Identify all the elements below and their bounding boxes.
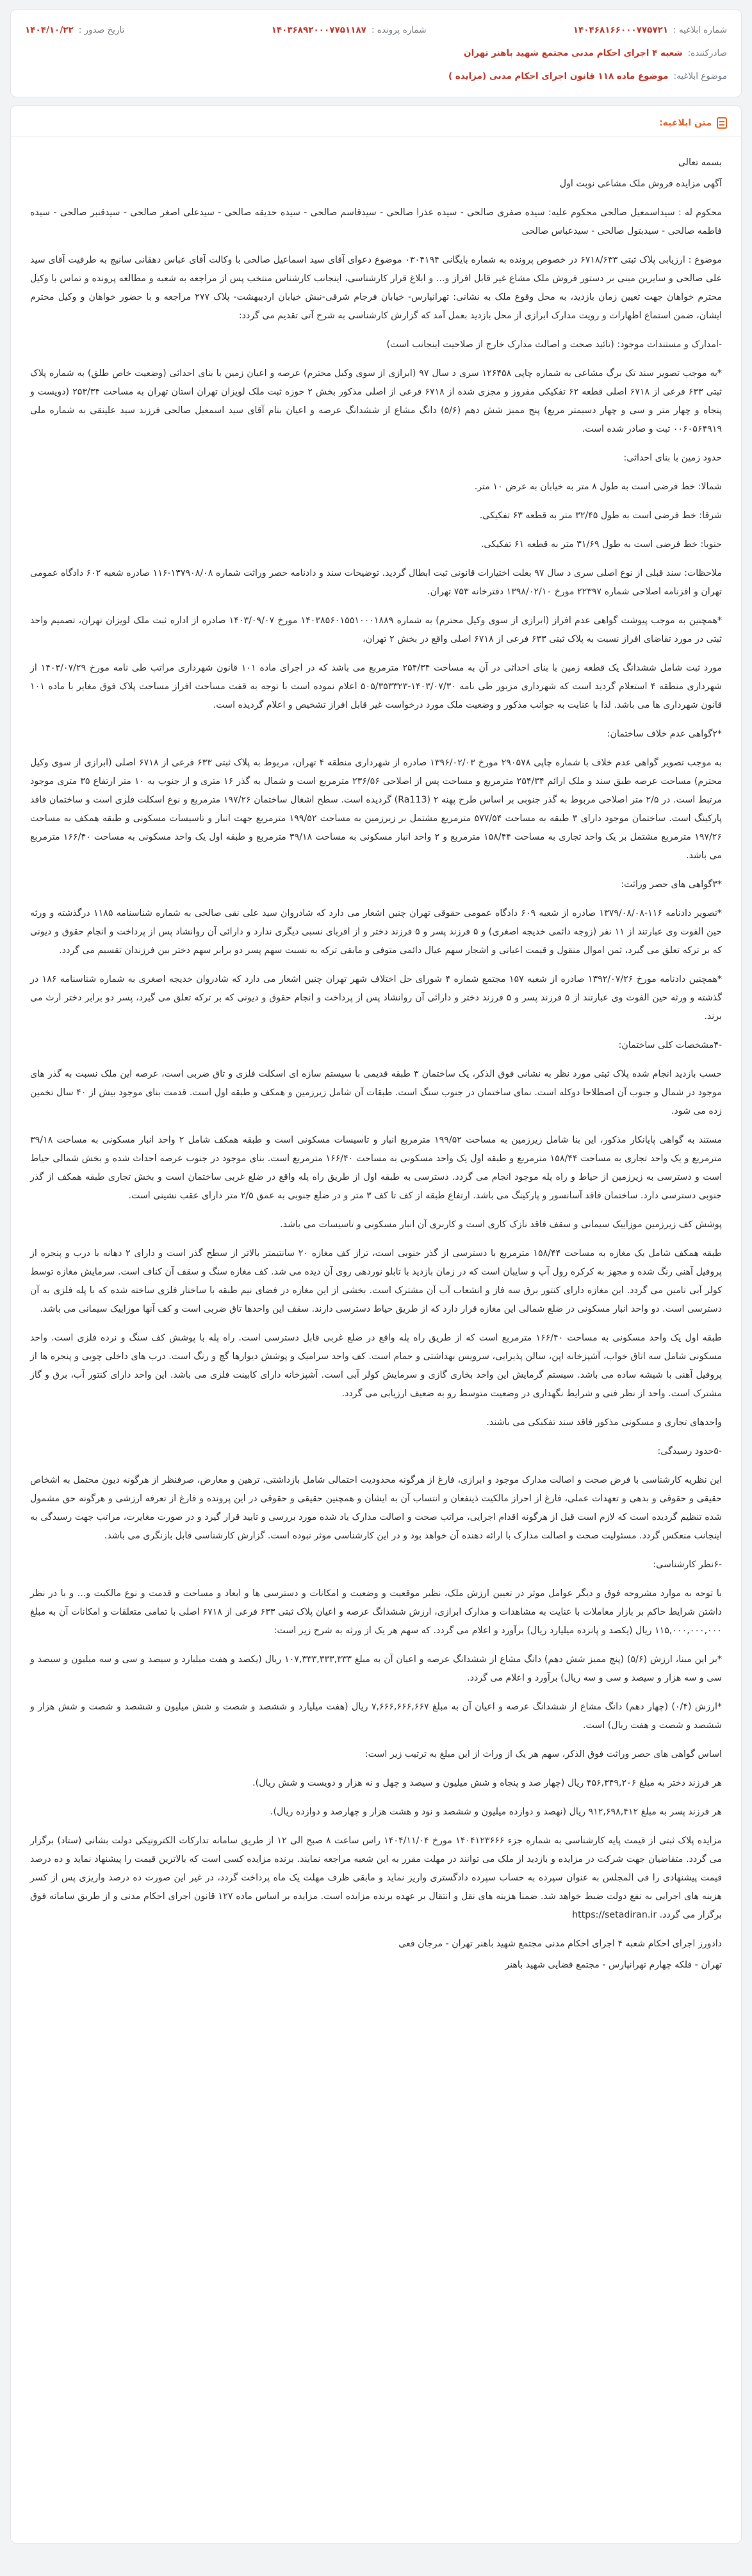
- subject-label: موضوع ابلاغیه:: [673, 71, 727, 81]
- notice-text: [11, 137, 741, 1990]
- text-paragraph: -۵حدود رسیدگی:: [657, 1446, 722, 1456]
- text-paragraph: بسمه تعالی: [678, 158, 722, 168]
- issuer-value: شعبه ۴ اجرای احکام مدنی مجتمع شهید باهنر تهران: [464, 48, 683, 58]
- text-paragraph: -امدارک و مستندات موجود: (تائید صحت و اصالت مدارک خارج از صلاحیت اینجانب است): [386, 339, 722, 350]
- text-paragraph: *تصویر دادنامه ۱۱۶-۱۳۷۹/۰۸/۰۸ صادره از شعبه ۶۰۹ دادگاه عمومی حقوقی تهران چنین اشعار می دارد که شادروان سید علی نقی صالحی به شماره شناسنامه ۱۱۸۵ درگذشته و ورثه حین الفوت وی عبارتند از ۱۱ نفر (زوجه دائمی خدیجه اصغری) و ۵ فرزند پسر و ۵ فرزند دختر و از اقربای نسبی دیگری ندارد و دارائی آن روانشاد پس از پرداخت و انجام حقوق و دیونی که بر ترکه تعلق می گیرد، ثمن اموال منقول و قیمت اعیانی و اشجار سهم عیال دائمی متوفی و مابقی ترکه به نسبت سهم پسر دو برابر سهم دختر بین فرزندان تقسیم می گردد.: [30, 908, 722, 956]
- text-paragraph: -۶نظر کارشناسی:: [653, 1560, 722, 1570]
- court-address: تهران - فلکه چهارم تهرانپارس - مجتمع قضایی شهید باهنر: [505, 1960, 722, 1970]
- text-paragraph: *۲گواهی عدم خلاف ساختمان:: [607, 729, 722, 739]
- text-paragraph: به موجب تصویر گواهی عدم خلاف با شماره چاپی ۲۹۰۵۷۸ مورخ ۱۳۹۶/۰۲/۰۳ صادره از شهرداری منطقه ۴ تهران، مربوط به پلاک ثبتی ۶۳۳ فرعی از ۶۷۱۸ اصلی (ابرازی از سوی وکیل محترم) مساحت عرصه طبق سند و ملک ارائم ۲۵۴/۳۴ مترمربع و مساحت پس از اصلاحی ۲۳۶/۵۶ مترمربع است و شمال به گذر ۱۶ متری و از جنوب به ۱۰ متر ارتفاع ۳۵ متری موجود مرتبط است. در ۲/۵ متر اصلاحی مربوط به گذر جنوبی بر اساس طرح پهنه ۲ (Ra113) گردیده است. سطح اشغال ساختمان ۱۹۷/۲۶ مترمربع و نوع اسکلت فلزی است و ساختمان فاقد پارکینگ است. ساختمان موجود دارای ۳ طبقه به مساحت ۵۷۷/۵۴ مترمربع مشتمل بر زیرزمین به مساحت ۱۹۹/۵۲ مترمربع جهت انبار و تاسیسات مسکونی و طبقه همکف به مساحت ۱۹۷/۲۶ مترمربع مشتمل بر یک واحد تجاری به مساحت ۱۵۸/۴۴ مترمربع و ۲ واحد انبار مسکونی به مساحت ۳۹/۱۸ مترمربع و طبقه اول یک واحد مسکونی به مساحت ۱۶۶/۴۰ مترمربع می باشد.: [30, 758, 723, 861]
- text-paragraph: مستند به گواهی پایانکار مذکور، این بنا شامل زیرزمین به مساحت ۱۹۹/۵۲ مترمربع انبار و تاسیسات مسکونی است و طبقه همکف شامل ۲ واحد انبار مسکونی به مساحت ۳۹/۱۸ مترمربع و یک واحد تجاری به مساحت ۱۵۸/۴۴ مترمربع و طبقه اول یک واحد مسکونی به مساحت ۱۶۶/۴۰ مترمربع است. بنای موجود در جنوب عرصه احداث شده و بخش شمالی حیاط است و دسترسی به زیرزمین از حیاط و راه پله موجود انجام می گردد. دسترسی به طبقه اول از طریق راه پله واقع در ضلع غربی ساختمان است و بخش تجاری طبقه همکف از گذر جنوبی دسترسی دارد. ساختمان فاقد آسانسور و پارکینگ می باشد. ارتفاع طبقه از کف تا کف ۳ متر و در ضلع جنوبی به عمق ۲/۵ متر دارای عقب نشینی است.: [30, 1135, 723, 1201]
- file-number-label: شماره پرونده :: [371, 25, 427, 35]
- subject-value: موضوع ماده ۱۱۸ قانون اجرای احکام مدنی (مزایده ): [448, 71, 669, 81]
- notice-number: [573, 19, 727, 42]
- text-paragraph: طبقه همکف شامل یک مغازه به مساحت ۱۵۸/۴۴ مترمربع با دسترسی از گذر جنوبی است، تراز کف مغازه ۲۰ سانتیمتر بالاتر از سطح گذر است و دارای ۲ دهانه با درب و پنجره از پروفیل آهنی رنگ شده و مجهز به کرکره رول آپ و سایبان است که در زمان بازدید با تابلو نوردهی روی آن دیده می شد. کف مغازه سنگ و سقف آن کناف است. سرمایش مغازه توسط کولر آبی تامین می گردد. این مغازه دارای کنتور برق سه فاز و انشعاب آب آن مشترک است. بخشی از این مغازه در فضای نیم طبقه با ساختار فلزی ساخته شده که با پله فلزی به آن دسترسی است. دو واحد انبار مسکونی در ضلع شمالی این مغازه قرار دارد که از طریق حیاط دسترسی دارند. سقف این واحدها تاق ضربی است و کف آنها موزاییک سیمانی می باشد.: [30, 1248, 723, 1314]
- text-paragraph: *همچنین به موجب پیوشت گواهی عدم افراز (ابرازی از سوی وکیل محترم) به شماره ۱۴۰۳۸۵۶۰۱۵۵۱۰۰۰۱۸۸۹ مورخ ۱۴۰۳/۰۹/۰۷ صادره از اداره ثبت ملک لویزان تهران، تصمیم واحد ثبتی در مورد تقاضای افراز نسبت به پلاک ثبتی ۶۳۳ فرعی از ۶۷۱۸ اصلی واقع در بخش ۲ تهران،: [30, 615, 722, 644]
- text-paragraph: این نظریه کارشناسی با فرض صحت و اصالت مدارک موجود و ابرازی، فارغ از هرگونه محدودیت احتمالی شامل بازداشتی، ترهین و معارض، صرفنظر از هرگونه دیون محتمل به اشخاص حقیقی و حقوقی و بدهی و تعهدات عملی، فارغ از احراز مالکیت ذینفعان و انتساب آن به ایشان و همچنین حقیقی و حقوقی در این پرونده و فارغ از تعرفه ارزشی و هرگونه حق مشمول شده تنظیم گردیده است که لازم است قبل از هرگونه اقدام اجرایی، مراتب صحت و اصالت مدارک یاد شده مورد بررسی و تایید قرار گیرد و در صورت مغایرت، مراتب جهت رسیدگی به اینجانب منعکس گردد. مسئولیت صحت و اصالت مدارک با ارائه دهنده آن خواهد بود و در این کارشناسی موثر نبوده است. گزارش کارشناسی قابل بازنگری می باشد.: [30, 1475, 722, 1541]
- issue-date: [25, 19, 124, 42]
- file-number-value: ۱۴۰۳۶۸۹۲۰۰۰۷۷۵۱۱۸۷: [271, 25, 366, 35]
- notice-number-value: ۱۴۰۴۶۸۱۶۶۰۰۰۷۷۵۷۲۱: [573, 25, 669, 35]
- subject-row: [25, 65, 727, 88]
- text-paragraph: *همچنین دادنامه مورخ ۱۳۹۲/۰۷/۲۶ صادره از شعبه ۱۵۷ مجتمع شماره ۴ شورای حل اختلاف شهر تهران چنین اشعار می دارد که شادروان خدیجه اصغری به شماره شناسنامه ۱۸۶ در گذشته و ورثه حین الفوت وی عبارتند از ۵ فرزند پسر و ۵ فرزند دختر و دارائی آن روانشاد پس از پرداخت و انجام حقوق و دیونی که بر ترکه تعلق می گیرد، پسر دو برابر دختر ارث می برند.: [30, 974, 723, 1022]
- document-icon: [717, 117, 727, 129]
- notice-body-heading: [11, 106, 741, 137]
- text-paragraph: با توجه به موارد مشروحه فوق و دیگر عوامل موثر در تعیین ارزش ملک، نظیر موقعیت و وضعیت و امکانات و دسترسی ها و ابعاد و مساحت و قدمت و نوع مالکیت و... و با در نظر داشتن شرایط حاکم بر بازار معاملات با عنایت به مشاهدات و مدارک ابرازی، ارزش ششدانگ عرصه و اعیان پلاک ثبتی ۶۳۳ فرعی از ۶۷۱۸ اصلی با تمامی متعلقات و امکانات آن به مبلغ ۱۱۵,۰۰۰,۰۰۰,۰۰۰ ریال (یکصد و پانزده میلیارد ریال) برآورد و اعلام می گردد. که سهم هر یک از ورثه به شرح زیر است:: [30, 1588, 722, 1636]
- text-paragraph: حسب بازدید انجام شده پلاک ثبتی مورد نظر به نشانی فوق الذکر، یک ساختمان ۳ طبقه قدیمی با سیستم سازه ای اسکلت فلزی و تاق ضربی است، عرصه این ملک نسبت به گذر های موجود در شمال و جنوب آن اصطلاحا دوکله است. نمای ساختمان در جنوب سنگ است. طبقات آن شامل زیرزمین و همکف و طبقه اول است. قدمت بنای موجود بیش از ۴۰ سال تخمین زده می شود.: [30, 1069, 722, 1116]
- notice-body-title: متن ابلاغیه:: [659, 118, 712, 128]
- text-paragraph: *۳گواهی های حصر وراثت:: [621, 879, 722, 890]
- text-paragraph: مورد ثبت شامل ششدانگ یک قطعه زمین با بنای احداثی در آن به مساحت ۲۵۴/۳۴ مترمربع می باشد که در اجرای ماده ۱۰۱ قانون شهرداری مراتب طی نامه مورخ ۱۴۰۳/۰۷/۲۹ از شهرداری منطقه ۴ استعلام گردید است که شهرداری مزبور طی نامه ۱۴۰۳/۰۷/۳۰-۵۰۵/۳۵۳۳۲۳ اعلام نموده است با توجه به قفت مساحت افراز مساحت پلاک فوق مغایر با ماده ۱۰۱ قانون شهرداری ها می باشد. لذا با عنایت به جوانب مذکور و وضعیت ملک مورد درخواست غیر قابل افراز تشخیص و اعلام گردیده است.: [30, 663, 722, 710]
- issue-date-label: تاریخ صدور :: [78, 25, 125, 35]
- notice-number-label: شماره ابلاغیه :: [673, 25, 727, 35]
- signature-line: دادورز اجرای احکام شعبه ۴ اجرای احکام مدنی مجتمع شهید باهنر تهران - مرجان فعی: [398, 1939, 722, 1949]
- text-paragraph: حدود زمین با بنای احداثی:: [623, 453, 722, 463]
- notice-header: [10, 9, 742, 97]
- text-paragraph: شرقا: خط فرضی است به طول ۳۲/۴۵ متر به قطعه ۶۳ تفکیکی.: [479, 510, 722, 521]
- text-paragraph: محکوم له : سیداسمعیل صالحی محکوم علیه: سیده صفری صالحی - سیده عذرا صالحی - سیدقاسم صالحی - سیده حدیقه صالحی - سیدعلی اصغر صالحی - سیدقنبر صالحی - سیده فاطمه صالحی - سیدبتول صالحی - سیدعباس صالحی: [30, 208, 722, 236]
- text-paragraph: *بر این مبنا، ارزش (۵/۶) (پنج ممیز شش دهم) دانگ مشاع از ششدانگ عرصه و اعیان آن به مبلغ ۱۰۷,۳۳۳,۳۳۳,۳۳۳ ریال (یکصد و هفت میلیارد و سیصد و سی و سه میلیون و سیصد و سی و سه هزار و سیصد و سی و سه ریال) برآورد و اعلام می گردد.: [30, 1654, 722, 1683]
- text-paragraph: اساس گواهی های حصر وراثت فوق الذکر، سهم هر یک از وراث از این مبلغ به ترتیب زیر است:: [364, 1749, 722, 1759]
- text-paragraph: هر فرزند دختر به مبلغ ۴۵۶,۳۴۹,۲۰۶ ریال (چهار صد و پنجاه و شش میلیون و سیصد و چهل و نه هزار و دویست و شش ریال).: [252, 1778, 722, 1788]
- text-paragraph: ملاحظات: سند قبلی از نوع اصلی سری د سال ۹۷ بعلت اختیارات قانونی ثبت ابطال گردید. توضیحات سند و دادنامه حصر وراثت شماره ۱۳۷۹۰۸/۰۸-۱۱۶ صادره شعبه ۶۰۲ دادگاه عمومی تهران و افزنامه اصلاحی شماره ۲۲۳۹۷ مورخ ۱۳۹۸/۰۲/۱۰ دفترخانه ۷۵۳ تهران.: [30, 568, 723, 597]
- issuer-label: صادرکننده:: [687, 48, 727, 58]
- text-paragraph: آگهی مزایده فروش ملک مشاعی نوبت اول: [559, 179, 722, 189]
- issue-date-value: ۱۴۰۴/۱۰/۲۲: [25, 25, 74, 35]
- text-paragraph: موضوع : ارزیابی پلاک ثبتی ۶۷۱۸/۶۳۳ در خصوص پرونده به شماره بایگانی ۰۳۰۴۱۹۴ موضوع دعوای آقای سید اسماعیل صالحی با وکالت آقای عباس دهقانی سانیچ به طرفیت آقای سید علی صالحی و سایرین مبنی بر دستور فروش ملک مشاع غیر قابل افراز و... و ابلاغ قرار کارشناسی، اینجانب کارشناس منتخب پس از مراجعه به شعبه و مطالعه پرونده و تماس با وکیل محترم خواهان جهت تعیین زمان بازدید، به محل وقوع ملک به نشانی: تهرانپارس- خیابان فرجام شرقی-نبش خیابان اردیبهشت- پلاک ۲۷۷ مراجعه و با حضور خواهان و وکیل محترم ایشان، ضمن استماع اظهارات و رویت مدارک ابرازی از محل بازدید بعمل آمد که گزارش کارشناسی به شرح آتی تقدیم می گردد:: [30, 255, 722, 321]
- issuer-row: [25, 42, 727, 65]
- text-paragraph: مزایده پلاک ثبتی از قیمت پایه کارشناسی به شماره جزء ۱۴۰۴۱۲۳۶۶۶ مورخ ۱۴۰۴/۱۱/۰۴ راس ساعت ۸ صبح الی ۱۲ از طریق سامانه تدارکات الکترونیکی دولت بشانی (ستاد) برگزار می گردد. متقاضیان جهت شرکت در مزایده و بازدید از ملک می توانند در مهلت مقرر به این شعبه مراجعه نمایند. برنده مزایده کسی است که بالاترین قیمت را پیشنهاد نماید و ده درصد قیمت پیشنهادی را فی المجلس به عنوان سپرده به حساب سپرده دادگستری واریز نماید و مابقی ظرف مهلت یک ماه پرداخت گردد، در غیر این صورت ده درصد واریزی پس از کسر هزینه های اجرایی به نفع دولت ضبط خواهد شد. ضمنا هزینه های نقل و انتقال بر عهده برنده مزایده است. مزایده بر اساس ماده ۱۲۷ قانون اجرای احکام مدنی و از طریق سامانه فوق برگزار می گردد. https://setadiran.ir: [30, 1836, 723, 1920]
- text-paragraph: واحدهای تجاری و مسکونی مذکور فاقد سند تفکیکی می باشند.: [486, 1417, 722, 1428]
- file-number: [272, 19, 427, 42]
- text-paragraph: طبقه اول یک واحد مسکونی به مساحت ۱۶۶/۴۰ مترمربع است که از طریق راه پله واقع در ضلع غربی قابل دسترسی است. راه پله با پوشش کف سنگ و نرده فلزی است. واحد مسکونی شامل سه اتاق خواب، آشپزخانه اپن، سالن پذیرایی، سرویس بهداشتی و حمام است. کف واحد سرامیک و پوشش دیوارها گچ و رنگ است. درب های داخلی چوبی و پنجره ها از پروفیل آهنی با شیشه ساده می باشد. سیستم گرمایش این واحد بخاری گازی و سرمایش کولر آبی است. آشپزخانه دارای کابینت فلزی می باشد. این واحد دارای کنتور آب، برق و گاز مشترک است. واحد از نظر فنی و شرایط نگهداری در وضعیت متوسط رو به ضعیف ارزیابی می گردد.: [30, 1333, 723, 1399]
- text-paragraph: *ارزش (۰/۴) (چهار دهم) دانگ مشاع از ششدانگ عرصه و اعیان آن به مبلغ ۷,۶۶۶,۶۶۶,۶۶۷ ریال (هفت میلیارد و ششصد و شصت و شش میلیون و ششصد و شصت و شش هزار و ششصد و شصت و هفت ریال) است.: [30, 1702, 722, 1731]
- notice-meta-row: [25, 19, 727, 42]
- text-paragraph: جنوبا: خط فرضی است به طول ۳۱/۶۹ متر به قطعه ۶۱ تفکیکی.: [480, 539, 722, 550]
- text-paragraph: پوشش کف زیرزمین موزاییک سیمانی و سقف فاقد نازک کاری است و کاربری آن انبار مسکونی و تاسیسات می باشد.: [280, 1219, 722, 1230]
- text-paragraph: شمالا: خط فرضی است به طول ۸ متر به خیابان به عرض ۱۰ متر.: [474, 482, 722, 492]
- text-paragraph: هر فرزند پسر به مبلغ ۹۱۲,۶۹۸,۴۱۲ ریال (نهصد و دوازده میلیون و ششصد و نود و هشت هزار و چهارصد و دوازده ریال).: [270, 1807, 722, 1817]
- notice-body-card: [10, 105, 742, 2544]
- text-paragraph: *به موجب تصویر سند تک برگ مشاعی به شماره چاپی ۱۲۶۴۵۸ سری د سال ۹۷ (ابرازی از سوی وکیل محترم) عرصه و اعیان زمین با بنای احداثی (وضعیت خاص طلق) به شماره پلاک ثبتی ۶۳۳ فرعی از ۶۷۱۸ اصلی قطعه ۶۲ تفکیکی مفروز و مجزی شده از ۶۷۱۸ فرعی از اصلی مذکور بخش ۲ حوزه ثبت ملک لویزان تهران استان تهران به مساحت ۲۵۳/۳۴ (دویست و پنجاه و چهار متر و سی و چهار دسیمتر مربع) پنج ممیز شش دهم (۵/۶) دانگ مشاع از ششدانگ عرصه و اعیان بنام آقای سید اسمعیل صالحی فرزند سید علینقی به شماره ملی ۰۰۶۰۵۶۴۹۱۹ ثبت و صادر شده است.: [30, 368, 723, 434]
- text-paragraph: -۴مشخصات کلی ساختمان:: [618, 1040, 722, 1050]
